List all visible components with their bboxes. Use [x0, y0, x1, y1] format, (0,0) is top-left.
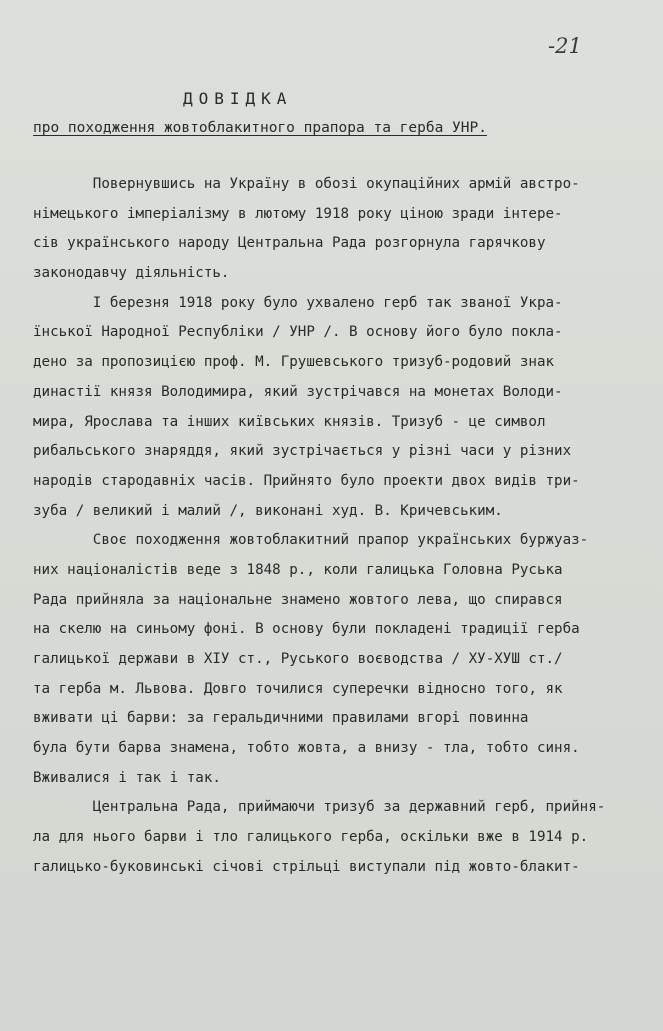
text-line: І березня 1918 року було ухвалено герб так званої Укра-: [33, 294, 563, 311]
document-subtitle: про походження жовтоблакитного прапора та герба УНР.: [33, 120, 487, 136]
text-line: законодавчу діяльність.: [33, 265, 230, 282]
text-line: рибальського знаряддя, який зустрічається у різні часи у різних: [33, 443, 572, 460]
text-line: на скелю на синьому фоні. В основу були покладені традиції герба: [33, 621, 580, 638]
text-line: династії князя Володимира, який зустрічався на монетах Володи-: [33, 383, 563, 400]
document-body: [33, 170, 633, 883]
text-line: дено за пропозицією проф. М. Грушевського тризуб-родовий знак: [33, 354, 555, 371]
text-line: їнської Народної Республіки / УНР /. В основу його було покла-: [33, 324, 563, 341]
text-line: галицько-буковинські січові стрільці виступали під жовто-блакит-: [33, 858, 580, 875]
text-line: сів українського народу Центральна Рада розгорнула гарячкову: [33, 235, 546, 252]
text-line: Рада прийняла за національне знамено жовтого лева, що спирався: [33, 591, 563, 608]
page-number: -21: [548, 34, 582, 58]
text-line: ла для нього барви і тло галицького герба, оскільки вже в 1914 р.: [33, 829, 589, 846]
text-line: зуба / великий і малий /, виконані худ. В. Кричевським.: [33, 502, 503, 519]
text-line: вживати ці барви: за геральдичними правилами вгорі повинна: [33, 710, 529, 727]
text-line: Вживалися і так і так.: [33, 769, 221, 786]
text-line: народів стародавніх часів. Прийнято було проекти двох видів три-: [33, 472, 580, 489]
text-line: була бути барва знамена, тобто жовта, а внизу - тла, тобто синя.: [33, 740, 580, 757]
text-line: Центральна Рада, приймаючи тризуб за державний герб, прийня-: [33, 799, 606, 816]
text-line: галицької держави в ХІУ ст., Руського воєводства / ХУ-ХУШ ст./: [33, 651, 563, 667]
text-line: мира, Ярослава та інших київських князів. Тризуб - це символ: [33, 413, 546, 430]
text-line: німецького імперіалізму в лютому 1918 року ціною зради інтере-: [33, 205, 563, 222]
text-line: Повернувшись на Україну в обозі окупаційних армій австро-: [33, 176, 580, 192]
text-line: та герба м. Львова. Довго точилися суперечки відносно того, як: [33, 680, 563, 697]
text-line: Своє походження жовтоблакитний прапор українських буржуаз-: [33, 532, 589, 549]
text-line: них націоналістів веде з 1848 р., коли галицька Головна Руська: [33, 561, 563, 578]
document-title: ДОВІДКА: [183, 89, 293, 108]
